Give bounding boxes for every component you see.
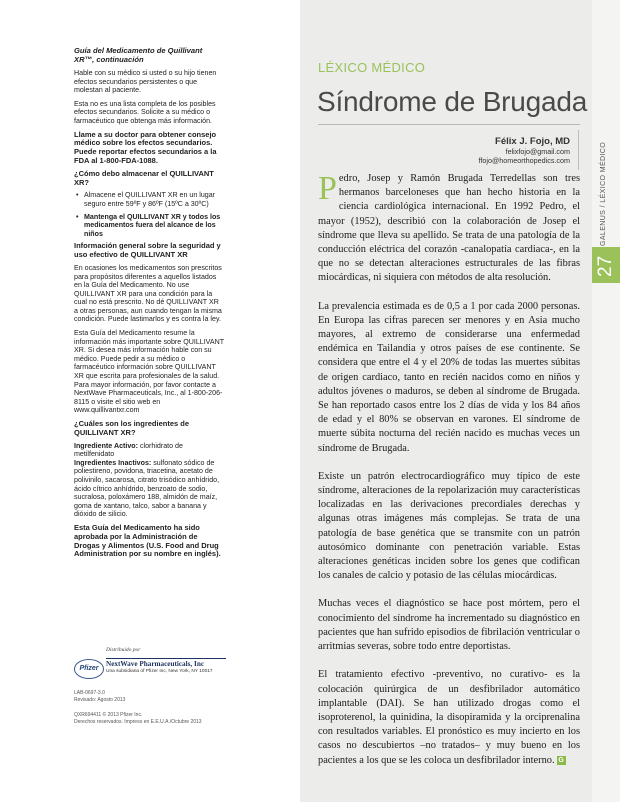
guide-heading: ¿Cómo debo almacenar el QUILLIVANT XR? bbox=[74, 168, 214, 187]
guide-heading: Información general sobre la seguridad y uso efectivo de QUILLIVANT XR bbox=[74, 241, 221, 260]
rights-line: Derechos reservados. Impreso en E.E.U.A./Octubre 2013 bbox=[74, 719, 202, 725]
label-codes bbox=[74, 690, 125, 704]
article-paragraph: La prevalencia estimada es de 0,5 a 1 por cada 2000 personas. En Europa las cifras parecen ser menores y en Asia mucho mayores, al extremo de considerarse una enfermedad endémica en Tailandia y otros países de ese continente. Se considera que entre el 4 y el 20% de todas las muertes súbitas de origen cardiaco, tanto en recién nacidos como en niños y adultos jóvenes o maduros, se deben al síndrome de Brugada. Se han reportado casos entre los 2 días de vida y los 84 años de edad y el 80% se observan en varones. El síndrome de muerte súbita nocturna del recién nacido es muchas veces un síndrome de Brugada. bbox=[318, 300, 580, 454]
medication-guide-text bbox=[74, 46, 224, 563]
article-paragraph bbox=[318, 668, 580, 767]
author-divider bbox=[578, 130, 579, 170]
guide-paragraph: Esta Guía del Medicamento resume la información más importante sobre QUILLIVANT XR. Si desea más información hable con su médico. Puede pedir a su médico o farmacéutico información sobre QUILLIVANT XR que escrita para profesionales de la salud. Para mayor información, por favor contacte a NextWave Pharmaceuticals, Inc., al 1-800-206-8115 o visite el sitio web en www.quillivantxr.com bbox=[74, 329, 224, 415]
section-label: GALENUS / LÉXICO MÉDICO bbox=[600, 141, 607, 246]
pfizer-logo: Pfizer bbox=[74, 659, 104, 679]
copyright-block bbox=[74, 712, 202, 726]
headline-divider bbox=[318, 124, 580, 125]
guide-approval: Esta Guía del Medicamento ha sido aprobada por la Administración de Drogas y Alimentos (U.S. Food and Drug Administration por su nombre en inglés). bbox=[74, 522, 221, 559]
author-name: Félix J. Fojo, MD bbox=[495, 136, 570, 147]
drop-cap: P bbox=[318, 170, 337, 207]
page-number-box bbox=[592, 247, 620, 283]
distributed-by: Distribuido por bbox=[106, 647, 141, 653]
active-ingredient: clorhidrato de metilfenidato bbox=[74, 441, 183, 459]
page-number: 27 bbox=[595, 255, 616, 277]
end-mark-icon: G bbox=[558, 756, 564, 764]
article-body bbox=[318, 172, 580, 782]
guide-paragraph: Hable con su médico si usted o su hijo tienen efectos secundarios persistentes o que molestan al paciente. bbox=[74, 69, 217, 95]
guide-paragraph: Esta no es una lista completa de los posibles efectos secundarios. Solicite a su médico o farmacéutico que obtenga más información. bbox=[74, 99, 216, 125]
label-code: LAB-0697-3.0 bbox=[74, 690, 105, 696]
medication-guide-column bbox=[0, 0, 300, 802]
guide-paragraph: En ocasiones los medicamentos son prescritos para propósitos diferentes a aquellos listados en la Guía del Medicamento. No use QUILLIVANT XR para una condición para la cual no está prescrito. No dé QUILLIVANT XR a otras personas, aun cuando tengan la misma condición. Puede lastimarlos y es contra la ley. bbox=[74, 263, 222, 324]
paragraph-text: edro, Josep y Ramón Brugada Terredellas son tres hermanos barceloneses que han hecho historia en la ciencia cardiológica internacional. En 1992 Pedro, el mayor (1952), describió con la colaboración de Josep el síndrome que lleva su apellido. Se trata de una patología de la conducción eléctrica del corazón -canalopatía cardiaca-, en la que no se detectan alteraciones estructurales de las fibras miocárdicas, ni siquiera con métodos de alta resolución. bbox=[318, 173, 580, 284]
guide-bold-notice: Llame a su doctor para obtener consejo médico sobre los efectos secundarios. Puede reportar efectos secundarios a la FDA al 1-800-FDA-1088. bbox=[74, 129, 217, 165]
nextwave-logo: NextWave Pharmaceuticals, Inc bbox=[106, 658, 226, 668]
nextwave-subtitle: Una subsidiaria of Pfizer Inc, New York, NY 10017 bbox=[106, 669, 213, 674]
author-block bbox=[479, 136, 570, 165]
active-label: Ingrediente Activo: bbox=[74, 441, 138, 450]
article-headline: Síndrome de Brugada bbox=[317, 86, 588, 117]
article-paragraph: Muchas veces el diagnóstico se hace post mórtem, pero el conocimiento del síndrome ha incrementado su diagnóstico en pacientes que han sufrido episodios de fibrilación ventricular o arritmias severas, sobre todo entre deportistas. bbox=[318, 598, 580, 653]
inactive-ingredients: sulfonato sódico de poliestireno, povidona, triacetina, acetato de polivinilo, sacarosa, citrato trisódico anhídrido, ácido cítrico anhídrido, benzoato de sodio, sucralosa, poloxámero 188, almidón de maíz, goma de xantano, talco, sabor a banana y dióxido de silicio. bbox=[74, 458, 220, 519]
paragraph-text: El tratamiento efectivo -preventivo, no curativo- es la colocación quirúrgica de un desfibrilador automático implantable (DAI). Se han utilizado drogas como el isoproterenol, la quinidina, la disopiramida y la orciprenalina con resultados variables. El pronóstico es muy incierto en los casos no descubiertos –no tratados– y muy bueno en los pacientes a los que se les coloca un desfibrilador interno. bbox=[318, 669, 580, 766]
guide-title: Guía del Medicamento de Quillivant XR™, continuación bbox=[74, 46, 203, 64]
side-tab-section bbox=[600, 136, 614, 246]
author-email: ffojo@homeorthopedics.com bbox=[478, 156, 570, 165]
revision-date: Revisado: Agosto 2013 bbox=[74, 697, 126, 703]
guide-bullet: • Almacene el QUILLIVANT XR en un lugar seguro entre 59ºF y 86ºF (15ºC a 30ºC) bbox=[74, 191, 224, 208]
side-tab-strip bbox=[592, 0, 620, 802]
guide-ingredients bbox=[74, 459, 224, 519]
article-paragraph: Existe un patrón electrocardiográfico muy típico de este síndrome, alteraciones de la repolarización muy características localizadas en las derivaciones precordiales derechas y algunas otras imágenes más complejas. Se trata de una patología de base genética que se transmite con un patrón autosómico dominante con penetración variable. Estas alteraciones genéticas inciden sobre los genes que codifican los canales de calcio y potasio de las células miocárdicas. bbox=[318, 470, 580, 582]
article-paragraph bbox=[318, 172, 580, 286]
guide-bullet: • Mantenga el QUILLIVANT XR y todos los medicamentos fuera del alcance de los niños bbox=[74, 213, 224, 239]
guide-ingredients bbox=[74, 442, 224, 459]
author-email: felixfojo@gmail.com bbox=[505, 147, 570, 156]
guide-heading: ¿Cuáles son los ingredientes de QUILLIVANT XR? bbox=[74, 419, 190, 437]
inactive-label: Ingredientes Inactivos: bbox=[74, 458, 152, 467]
section-rubric: LÉXICO MÉDICO bbox=[318, 60, 426, 75]
copyright-line: QXR694411 © 2013 Pfizer Inc. bbox=[74, 712, 143, 718]
